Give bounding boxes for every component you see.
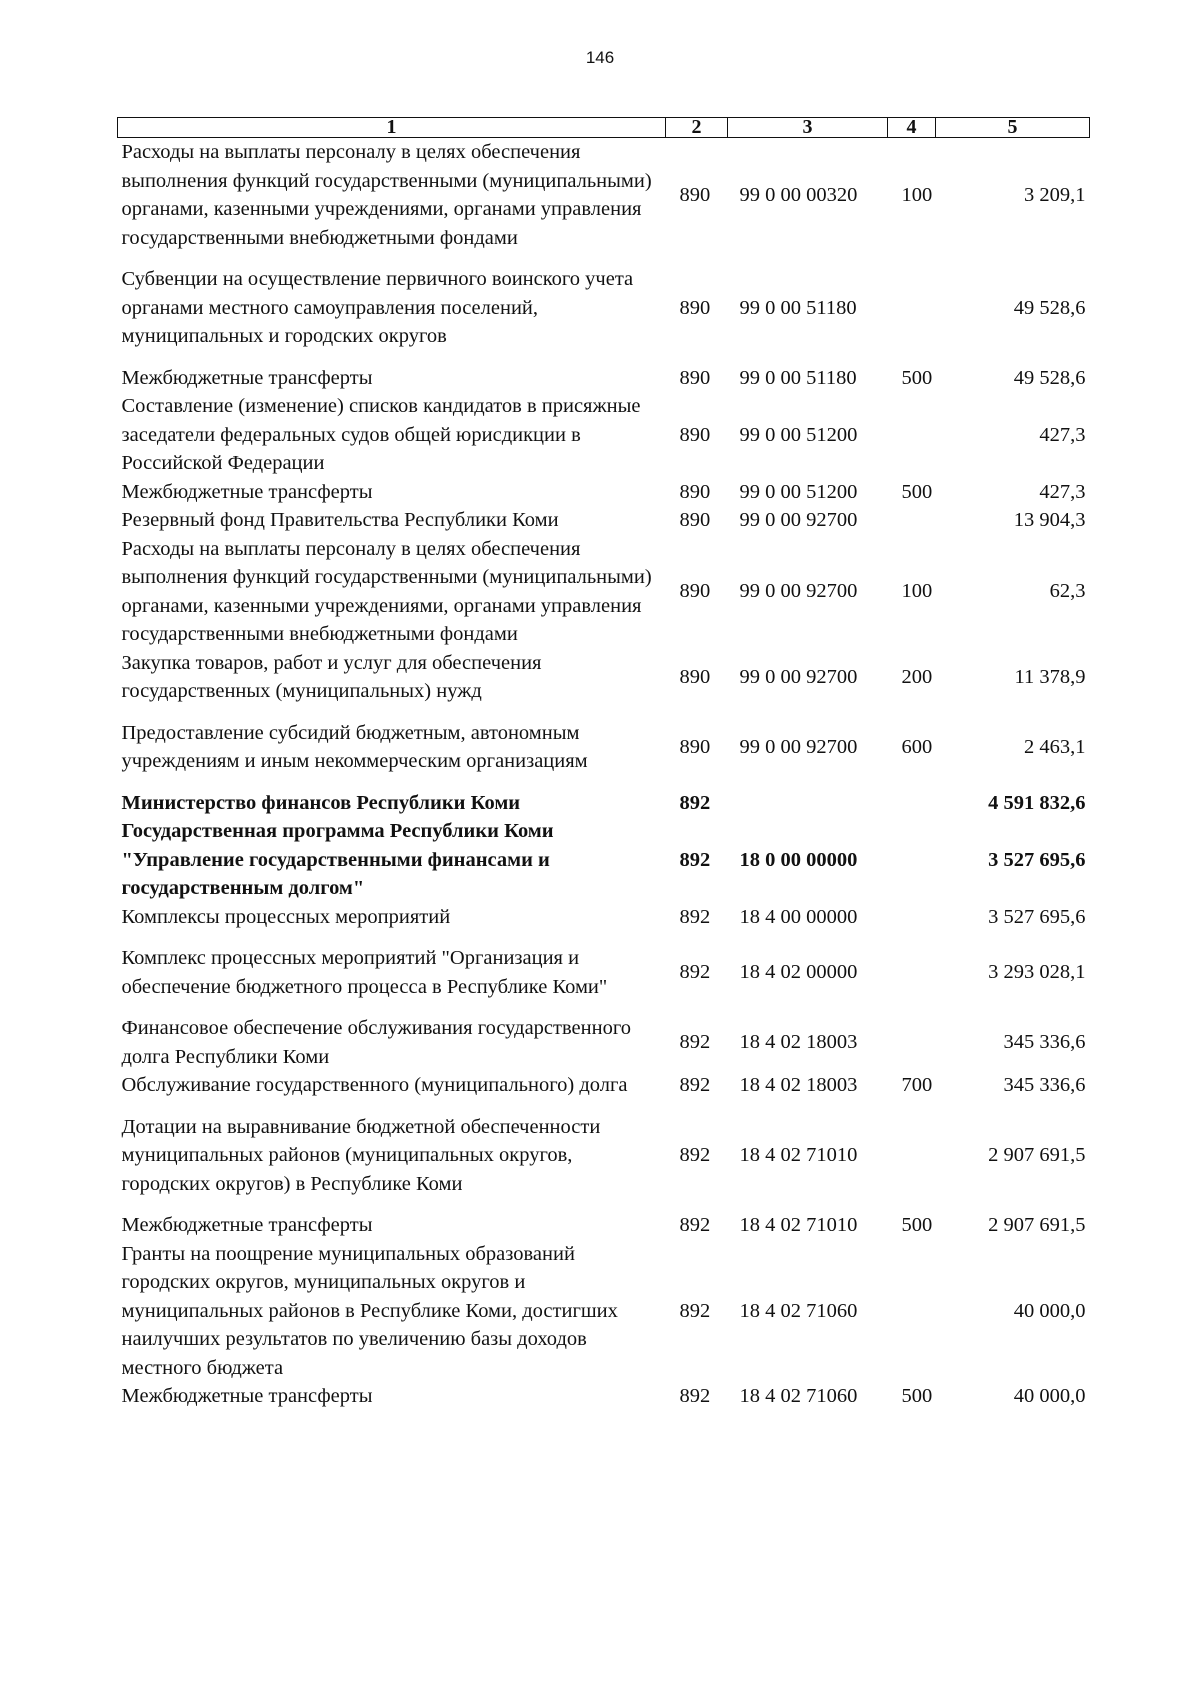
row-expense-type	[888, 944, 936, 1014]
row-amount: 3 527 695,6	[988, 905, 1086, 928]
row-ministry-code: 890	[679, 296, 711, 319]
row-name: Предоставление субсидий бюджетным, автономным учреждениям и иным некоммерческим организациям	[121, 721, 588, 772]
table-row	[118, 1014, 1090, 1071]
row-name: Министерство финансов Республики Коми	[121, 791, 521, 814]
row-expense-type	[888, 1113, 936, 1212]
row-target-article: 99 0 00 51200	[739, 480, 858, 503]
column-header-2: 2	[666, 118, 728, 138]
row-ministry-code: 892	[679, 1074, 711, 1096]
table-row	[118, 506, 1090, 535]
row-target-article: 18 4 00 00000	[739, 905, 858, 928]
row-amount: 345 336,6	[1003, 1074, 1086, 1096]
table-row	[118, 1382, 1090, 1411]
row-name: Составление (изменение) списков кандидатов в присяжные заседатели федеральных судов общей юрисдикции в Российской Федерации	[121, 395, 641, 474]
table-row	[118, 138, 1090, 266]
row-ministry-code: 890	[679, 480, 711, 503]
row-name: Гранты на поощрение муниципальных образований городских округов, муниципальных округов и муниципальных районов в Республике Коми, достигших наилучших результатов по увеличению базы доходов местного бюджета	[121, 1242, 618, 1379]
row-expense-type: 100	[901, 183, 933, 206]
row-target-article: 18 4 02 71060	[739, 1385, 858, 1407]
row-target-article: 99 0 00 00320	[739, 183, 858, 206]
row-amount: 2 463,1	[1024, 735, 1086, 758]
row-expense-type: 500	[901, 1385, 933, 1407]
row-ministry-code: 892	[679, 961, 711, 984]
row-expense-type	[888, 1014, 936, 1071]
table-row	[118, 535, 1090, 649]
row-target-article: 18 0 00 00000	[739, 848, 858, 871]
row-target-article: 18 4 02 18003	[739, 1031, 858, 1054]
row-name: Резервный фонд Правительства Республики Коми	[121, 509, 559, 531]
row-ministry-code: 892	[679, 791, 711, 814]
budget-table	[117, 117, 1090, 1411]
row-expense-type	[888, 817, 936, 903]
row-expense-type: 600	[901, 735, 933, 758]
row-expense-type	[888, 506, 936, 535]
row-ministry-code: 890	[679, 509, 711, 531]
row-name: Государственная программа Республики Коми "Управление государственными финансами и государственным долгом"	[121, 820, 554, 899]
row-target-article: 99 0 00 92700	[739, 509, 858, 531]
row-amount: 4 591 832,6	[988, 791, 1086, 814]
row-target-article: 18 4 02 71010	[739, 1214, 858, 1236]
row-expense-type	[888, 265, 936, 364]
table-row	[118, 1211, 1090, 1240]
table-row	[118, 392, 1090, 478]
row-expense-type	[888, 903, 936, 945]
row-name: Межбюджетные трансферты	[121, 480, 373, 503]
row-ministry-code: 890	[679, 423, 711, 446]
row-name: Межбюджетные трансферты	[121, 1214, 373, 1236]
row-ministry-code: 892	[679, 1299, 711, 1322]
row-amount: 345 336,6	[1003, 1031, 1086, 1054]
row-ministry-code: 892	[679, 1144, 711, 1166]
row-expense-type: 500	[901, 1214, 933, 1236]
row-amount: 2 907 691,5	[988, 1144, 1086, 1166]
row-name: Межбюджетные трансферты	[121, 366, 373, 389]
row-ministry-code: 892	[679, 1385, 711, 1407]
header-row	[118, 118, 1090, 138]
table-row	[118, 789, 1090, 818]
row-name: Обслуживание государственного (муниципального) долга	[121, 1074, 628, 1096]
row-expense-type	[888, 1240, 936, 1383]
row-target-article: 18 4 02 18003	[739, 1074, 858, 1096]
row-amount: 62,3	[1049, 580, 1086, 603]
row-ministry-code: 892	[679, 848, 711, 871]
row-ministry-code: 890	[679, 580, 711, 603]
row-target-article: 18 4 02 00000	[739, 961, 858, 984]
row-name: Комплекс процессных мероприятий "Организация и обеспечение бюджетного процесса в Республике Коми"	[121, 947, 608, 998]
row-expense-type	[888, 789, 936, 818]
row-ministry-code: 890	[679, 665, 711, 688]
row-amount: 40 000,0	[1013, 1385, 1086, 1407]
column-header-4: 4	[888, 118, 936, 138]
table-row	[118, 719, 1090, 789]
table-row	[118, 817, 1090, 903]
row-name: Комплексы процессных мероприятий	[121, 905, 451, 928]
row-ministry-code: 892	[679, 905, 711, 928]
row-amount: 49 528,6	[1013, 366, 1086, 389]
row-target-article	[728, 789, 888, 818]
row-amount: 13 904,3	[1013, 509, 1086, 531]
table-row	[118, 944, 1090, 1014]
column-header-1: 1	[118, 118, 666, 138]
column-header-3: 3	[728, 118, 888, 138]
row-amount: 3 527 695,6	[988, 848, 1086, 871]
table-row	[118, 903, 1090, 945]
row-amount: 427,3	[1039, 423, 1086, 446]
row-target-article: 99 0 00 51200	[739, 423, 858, 446]
row-ministry-code: 890	[679, 366, 711, 389]
row-amount: 3 293 028,1	[988, 961, 1086, 984]
row-expense-type: 500	[901, 366, 933, 389]
row-target-article: 18 4 02 71060	[739, 1299, 858, 1322]
row-amount: 427,3	[1039, 480, 1086, 503]
row-expense-type: 500	[901, 480, 933, 503]
row-name: Субвенции на осуществление первичного воинского учета органами местного самоуправления поселений, муниципальных и городских округов	[121, 268, 634, 347]
row-ministry-code: 892	[679, 1031, 711, 1054]
row-expense-type	[888, 392, 936, 478]
table-row	[118, 1240, 1090, 1383]
row-target-article: 99 0 00 51180	[739, 296, 857, 319]
row-amount: 11 378,9	[1014, 665, 1086, 688]
page-number: 146	[585, 48, 615, 67]
row-ministry-code: 890	[679, 183, 711, 206]
row-name: Межбюджетные трансферты	[121, 1385, 373, 1407]
row-amount: 2 907 691,5	[988, 1214, 1086, 1236]
row-amount: 49 528,6	[1013, 296, 1086, 319]
row-name: Дотации на выравнивание бюджетной обеспеченности муниципальных районов (муниципальных округов, городских округов) в Республике Коми	[121, 1115, 601, 1195]
table-row	[118, 1071, 1090, 1113]
row-name: Расходы на выплаты персоналу в целях обеспечения выполнения функций государственными (муниципальными) органами, казенными учреждениями, органами управления государственными внебюджетными фондами	[121, 141, 652, 249]
table-row	[118, 649, 1090, 719]
table-row	[118, 1113, 1090, 1212]
row-target-article: 99 0 00 92700	[739, 665, 858, 688]
table-row	[118, 478, 1090, 507]
row-expense-type: 200	[901, 665, 933, 688]
row-amount: 3 209,1	[1024, 183, 1086, 206]
row-amount: 40 000,0	[1013, 1299, 1086, 1322]
row-target-article: 18 4 02 71010	[739, 1144, 858, 1166]
table-row	[118, 364, 1090, 393]
row-target-article: 99 0 00 92700	[739, 580, 858, 603]
row-name: Финансовое обеспечение обслуживания государственного долга Республики Коми	[121, 1017, 631, 1068]
row-target-article: 99 0 00 92700	[739, 735, 858, 758]
row-ministry-code: 892	[679, 1214, 711, 1236]
row-ministry-code: 890	[679, 735, 711, 758]
row-expense-type: 100	[901, 580, 933, 603]
row-expense-type: 700	[901, 1074, 933, 1096]
table-row	[118, 265, 1090, 364]
column-header-5: 5	[936, 118, 1090, 138]
row-name: Расходы на выплаты персоналу в целях обеспечения выполнения функций государственными (муниципальными) органами, казенными учреждениями, органами управления государственными внебюджетными фондами	[121, 537, 652, 645]
row-target-article: 99 0 00 51180	[739, 366, 857, 389]
row-name: Закупка товаров, работ и услуг для обеспечения государственных (муниципальных) нужд	[121, 651, 542, 702]
